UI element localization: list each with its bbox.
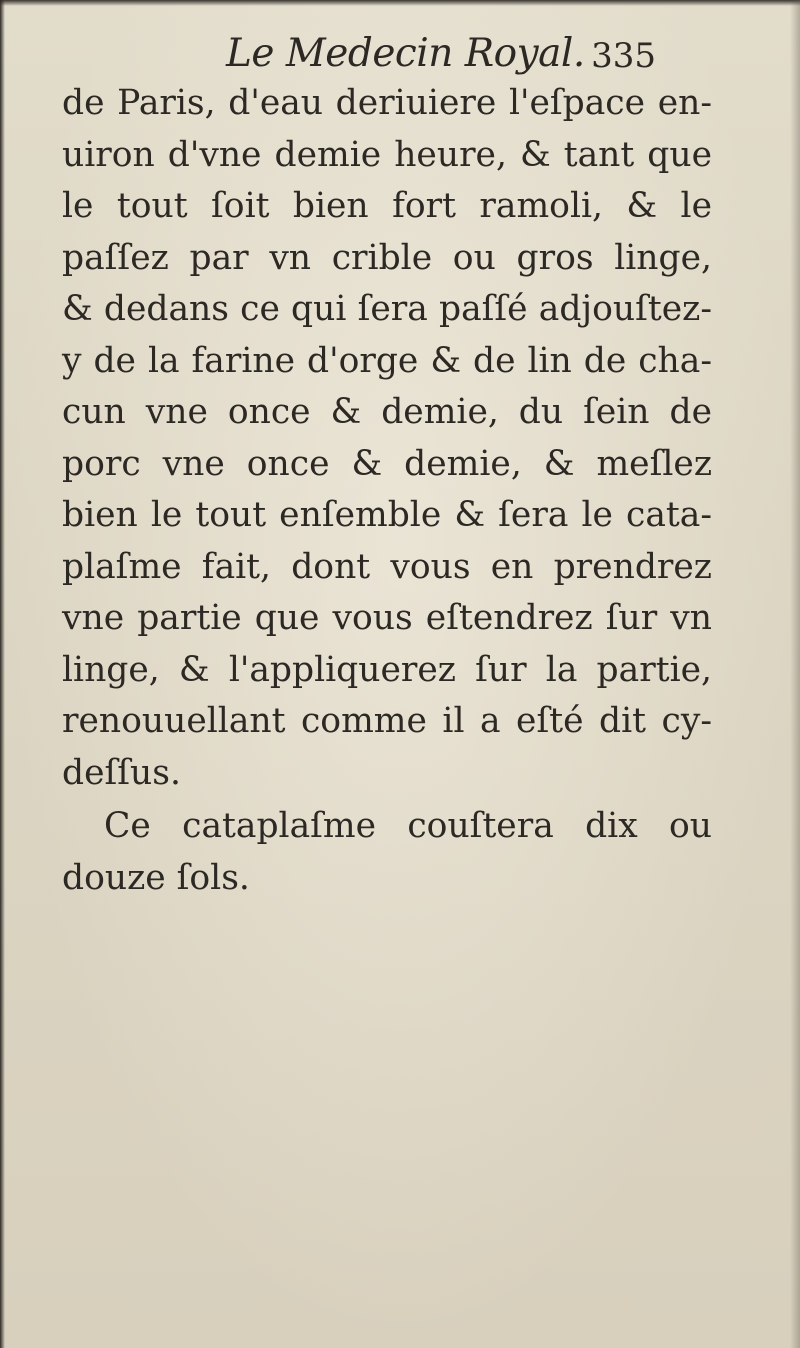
text-line: plaſme fait, dont vous en prendrez <box>62 546 712 587</box>
top-page-shadow <box>0 0 800 6</box>
right-page-edge <box>790 0 800 1348</box>
text-line: linge, & l'appliquerez ſur la partie, <box>62 649 712 690</box>
paragraph <box>62 78 712 799</box>
text-line: bien le tout enſemble & ſera le cata- <box>62 495 712 535</box>
body-text <box>62 78 712 904</box>
text-line: de Paris, d'eau deriuiere l'eſpace en- <box>62 83 712 123</box>
page-header <box>226 30 656 80</box>
text-line: uiron d'vne demie heure, & tant que <box>62 134 712 175</box>
text-line: porc vne once & demie, & meſlez <box>62 443 712 484</box>
text-line: cun vne once & demie, du ſein de <box>62 392 712 432</box>
text-line: & dedans ce qui ſera paſſé adjouſtez- <box>62 289 712 329</box>
left-binding-shadow <box>0 0 5 1348</box>
text-line: y de la farine d'orge & de lin de cha- <box>62 340 712 381</box>
text-line: Ce cataplaſme couſtera dix ou <box>104 806 712 846</box>
text-line: deſſus. <box>62 752 181 793</box>
text-line: douze ſols. <box>62 857 250 898</box>
text-line: paſſez par vn crible ou gros linge, <box>62 237 712 278</box>
paragraph <box>62 801 712 904</box>
page-number: 335 <box>591 36 656 76</box>
running-title: Le Medecin Royal. <box>226 31 585 76</box>
text-line: vne partie que vous eſtendrez ſur vn <box>62 598 712 638</box>
text-line: renouuellant comme il a eſté dit cy- <box>62 701 712 741</box>
text-line: le tout ſoit bien fort ramoli, & le <box>62 186 712 226</box>
